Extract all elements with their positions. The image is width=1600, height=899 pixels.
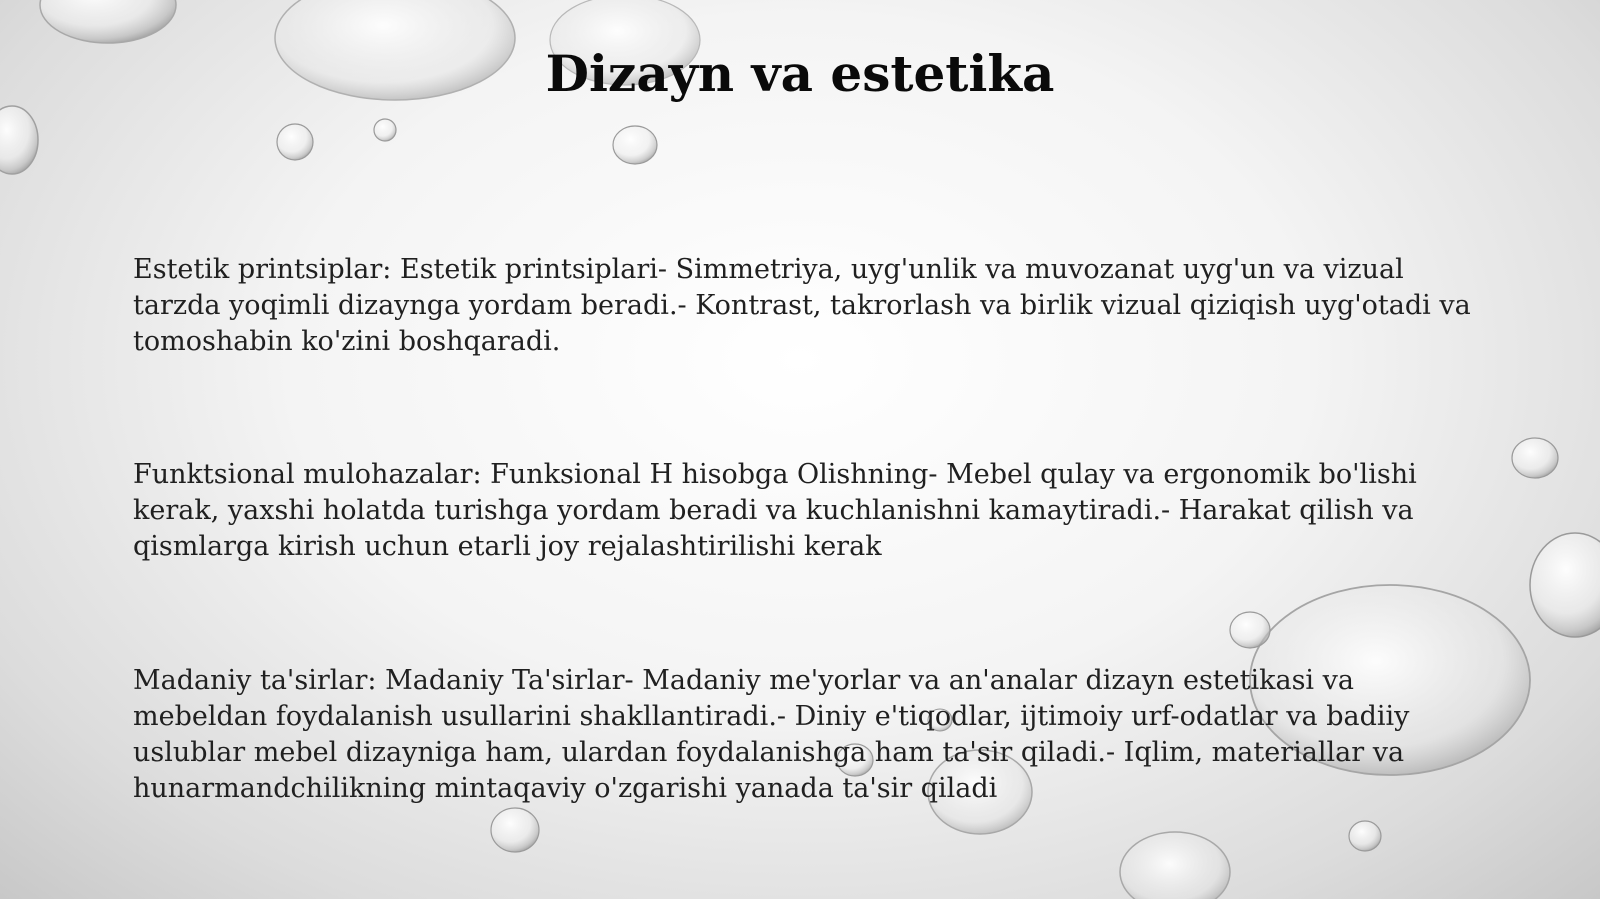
- droplet: [1530, 533, 1600, 637]
- droplet: [1349, 821, 1381, 851]
- droplet: [1230, 612, 1270, 648]
- droplet: [374, 119, 396, 141]
- droplet: [0, 106, 38, 174]
- droplet: [491, 808, 539, 852]
- paragraph-aesthetic-principles: Estetik printsiplar: Estetik printsiplari- Simmetriya, uyg'unlik va muvozanat uyg'un va vizual tarzda yoqimli dizaynga yordam beradi.- Kontrast, takrorlash va birlik vizual qiziqish uyg'otadi va tomoshabin ko'zini boshqaradi.: [133, 254, 1471, 357]
- droplet: [277, 124, 313, 160]
- paragraph-functional-considerations: Funktsional mulohazalar: Funksional H hisobga Olishning- Mebel qulay va ergonomik bo'lishi kerak, yaxshi holatda turishga yordam beradi va kuchlanishni kamaytiradi.- Harakat qilish va qismlarga kirish uchun etarli joy rejalashtirilishi kerak: [133, 459, 1417, 562]
- droplet: [613, 126, 657, 164]
- droplet: [1120, 832, 1230, 899]
- droplet: [40, 0, 176, 43]
- slide-title: Dizayn va estetika: [545, 44, 1055, 103]
- droplet: [1512, 438, 1558, 478]
- paragraph-cultural-influences: Madaniy ta'sirlar: Madaniy Ta'sirlar- Madaniy me'yorlar va an'analar dizayn estetikasi va mebeldan foydalanish usullarini shakllantiradi.- Diniy e'tiqodlar, ijtimoiy urf-odatlar va badiiy uslublar mebel dizayniga ham, ulardan foydalanishga ham ta'sir qiladi.- Iqlim, materiallar va hunarmandchilikning mintaqaviy o'zgarishi yanada ta'sir qiladi: [133, 665, 1410, 804]
